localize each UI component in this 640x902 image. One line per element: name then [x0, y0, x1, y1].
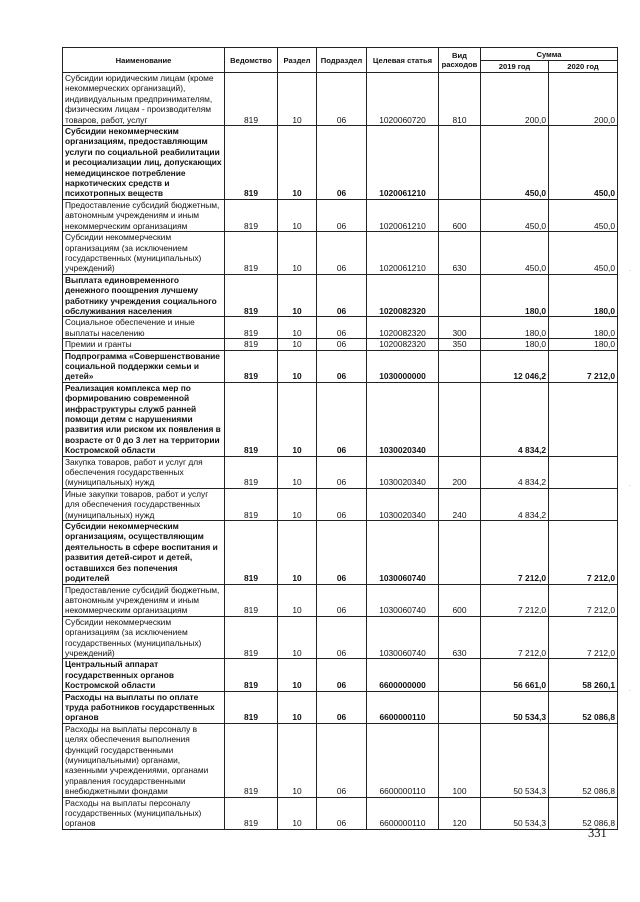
cell-2020: 450,0: [549, 126, 618, 200]
cell-dept: 819: [225, 350, 278, 382]
col-header-section: Раздел: [278, 48, 317, 73]
cell-target: 1020061210: [367, 126, 439, 200]
cell-dept: 819: [225, 616, 278, 659]
cell-subsection: 06: [317, 691, 367, 723]
cell-dept: 819: [225, 73, 278, 126]
cell-name: Выплата единовременного денежного поощрения лучшему работнику учреждения социального обслуживания населения: [63, 274, 225, 317]
cell-2019: 450,0: [481, 126, 549, 200]
cell-dept: 819: [225, 659, 278, 691]
cell-2020: 7 212,0: [549, 616, 618, 659]
table-row: [63, 616, 618, 659]
cell-section: 10: [278, 199, 317, 231]
cell-kind: [439, 126, 481, 200]
cell-section: 10: [278, 126, 317, 200]
cell-kind: 240: [439, 488, 481, 520]
cell-subsection: 06: [317, 616, 367, 659]
table-row: [63, 382, 618, 456]
cell-name: Предоставление субсидий бюджетным, автономным учреждениям и иным некоммерческим организациям: [63, 584, 225, 616]
table-row: [63, 797, 618, 829]
cell-kind: 600: [439, 199, 481, 231]
table-row: [63, 73, 618, 126]
cell-name: Социальное обеспечение и иные выплаты населению: [63, 317, 225, 339]
cell-subsection: 06: [317, 456, 367, 488]
col-header-subsection: Подраздел: [317, 48, 367, 73]
cell-2019: 7 212,0: [481, 584, 549, 616]
cell-target: 1020082320: [367, 274, 439, 317]
cell-subsection: 06: [317, 274, 367, 317]
cell-2020: 180,0: [549, 274, 618, 317]
cell-dept: 819: [225, 723, 278, 797]
table-row: [63, 350, 618, 382]
table-row: [63, 691, 618, 723]
cell-name: Премии и гранты: [63, 339, 225, 350]
cell-dept: 819: [225, 521, 278, 584]
table-row: [63, 199, 618, 231]
cell-target: 1020061210: [367, 232, 439, 275]
table-row: [63, 232, 618, 275]
table-body: [63, 73, 618, 830]
cell-subsection: 06: [317, 126, 367, 200]
margin-mark: ·: [629, 688, 631, 694]
cell-2020: 450,0: [549, 199, 618, 231]
cell-2019: 50 534,3: [481, 723, 549, 797]
cell-section: 10: [278, 659, 317, 691]
cell-kind: [439, 382, 481, 456]
cell-2019: 180,0: [481, 317, 549, 339]
cell-2019: 12 046,2: [481, 350, 549, 382]
cell-target: 6600000000: [367, 659, 439, 691]
cell-subsection: 06: [317, 521, 367, 584]
margin-mark: ·: [629, 268, 631, 274]
page-number: 331: [588, 826, 607, 840]
cell-dept: 819: [225, 232, 278, 275]
col-header-target: Целевая статья: [367, 48, 439, 73]
cell-dept: 819: [225, 456, 278, 488]
cell-2020: 7 212,0: [549, 521, 618, 584]
table-row: [63, 584, 618, 616]
cell-target: 6600000110: [367, 797, 439, 829]
table-row: [63, 339, 618, 350]
table-row: [63, 456, 618, 488]
cell-dept: 819: [225, 797, 278, 829]
cell-dept: 819: [225, 382, 278, 456]
cell-kind: 810: [439, 73, 481, 126]
cell-target: 1030020340: [367, 382, 439, 456]
cell-section: 10: [278, 73, 317, 126]
cell-name: Предоставление субсидий бюджетным, автономным учреждениям и иным некоммерческим организациям: [63, 199, 225, 231]
cell-target: 1020061210: [367, 199, 439, 231]
cell-subsection: 06: [317, 73, 367, 126]
cell-section: 10: [278, 723, 317, 797]
col-header-dept: Ведомство: [225, 48, 278, 73]
cell-target: 1020060720: [367, 73, 439, 126]
cell-section: 10: [278, 488, 317, 520]
cell-target: 1030060740: [367, 616, 439, 659]
table-row: [63, 659, 618, 691]
cell-subsection: 06: [317, 350, 367, 382]
cell-2020: 450,0: [549, 232, 618, 275]
cell-section: 10: [278, 584, 317, 616]
cell-kind: 630: [439, 232, 481, 275]
cell-dept: 819: [225, 691, 278, 723]
cell-2020: 7 212,0: [549, 350, 618, 382]
cell-kind: 120: [439, 797, 481, 829]
cell-subsection: 06: [317, 339, 367, 350]
budget-table: [62, 47, 618, 830]
cell-name: Субсидии некоммерческим организациям (за исключением государственных (муниципальных) учреждений): [63, 616, 225, 659]
cell-name: Расходы на выплаты персоналу государственных (муниципальных) органов: [63, 797, 225, 829]
cell-target: 1020082320: [367, 317, 439, 339]
cell-2019: 7 212,0: [481, 521, 549, 584]
cell-target: 6600000110: [367, 723, 439, 797]
cell-section: 10: [278, 317, 317, 339]
table-row: [63, 274, 618, 317]
cell-subsection: 06: [317, 797, 367, 829]
cell-2019: 180,0: [481, 339, 549, 350]
cell-section: 10: [278, 274, 317, 317]
cell-subsection: 06: [317, 659, 367, 691]
cell-2019: 56 661,0: [481, 659, 549, 691]
cell-name: Субсидии юридическим лицам (кроме некоммерческих организаций), индивидуальным предпринимателям, физическим лицам - производителям товаров, работ, услуг: [63, 73, 225, 126]
col-header-kind: Вид расходов: [439, 48, 481, 73]
cell-2019: 4 834,2: [481, 382, 549, 456]
cell-subsection: 06: [317, 723, 367, 797]
table-row: [63, 317, 618, 339]
cell-2020: [549, 382, 618, 456]
cell-2019: 450,0: [481, 232, 549, 275]
cell-2020: 52 086,8: [549, 723, 618, 797]
cell-dept: 819: [225, 317, 278, 339]
cell-2019: 7 212,0: [481, 616, 549, 659]
cell-kind: 600: [439, 584, 481, 616]
cell-subsection: 06: [317, 584, 367, 616]
cell-section: 10: [278, 616, 317, 659]
cell-target: 6600000110: [367, 691, 439, 723]
cell-kind: 630: [439, 616, 481, 659]
cell-2019: 50 534,3: [481, 691, 549, 723]
margin-mark: ·: [629, 483, 631, 489]
cell-kind: [439, 274, 481, 317]
cell-target: 1030020340: [367, 488, 439, 520]
cell-dept: 819: [225, 339, 278, 350]
cell-target: 1030060740: [367, 521, 439, 584]
cell-kind: 350: [439, 339, 481, 350]
cell-section: 10: [278, 456, 317, 488]
cell-2020: 58 260,1: [549, 659, 618, 691]
cell-name: Расходы на выплаты по оплате труда работников государственных органов: [63, 691, 225, 723]
cell-section: 10: [278, 691, 317, 723]
cell-2020: [549, 456, 618, 488]
cell-name: Иные закупки товаров, работ и услуг для обеспечения государственных (муниципальных) нужд: [63, 488, 225, 520]
cell-2019: 200,0: [481, 73, 549, 126]
table-row: [63, 488, 618, 520]
cell-name: Субсидии некоммерческим организациям, осуществляющим деятельность в сфере воспитания и развития детей-сирот и детей, оставшихся без попечения родителей: [63, 521, 225, 584]
table-header: [63, 48, 618, 73]
cell-2019: 50 534,3: [481, 797, 549, 829]
cell-target: 1030020340: [367, 456, 439, 488]
cell-2020: 180,0: [549, 339, 618, 350]
cell-target: 1020082320: [367, 339, 439, 350]
cell-dept: 819: [225, 488, 278, 520]
cell-section: 10: [278, 797, 317, 829]
cell-2019: 4 834,2: [481, 488, 549, 520]
col-header-2020: 2020 год: [549, 61, 618, 73]
cell-2019: 450,0: [481, 199, 549, 231]
cell-name: Расходы на выплаты персоналу в целях обеспечения выполнения функций государственными (муниципальными) органами, казенными учреждениями, органами управления государственными внебюджетными фондами: [63, 723, 225, 797]
cell-2020: 7 212,0: [549, 584, 618, 616]
cell-subsection: 06: [317, 232, 367, 275]
cell-name: Закупка товаров, работ и услуг для обеспечения государственных (муниципальных) нужд: [63, 456, 225, 488]
table-row: [63, 126, 618, 200]
col-header-2019: 2019 год: [481, 61, 549, 73]
cell-kind: 300: [439, 317, 481, 339]
cell-kind: 100: [439, 723, 481, 797]
cell-dept: 819: [225, 126, 278, 200]
cell-section: 10: [278, 339, 317, 350]
cell-target: 1030060740: [367, 584, 439, 616]
cell-dept: 819: [225, 199, 278, 231]
cell-section: 10: [278, 350, 317, 382]
cell-name: Субсидии некоммерческим организациям, предоставляющим услуги по социальной реабилитации и ресоциализации лиц, допускающих немедицинское потребление наркотических средств и психотропных веществ: [63, 126, 225, 200]
cell-kind: [439, 659, 481, 691]
cell-subsection: 06: [317, 488, 367, 520]
cell-2020: 180,0: [549, 317, 618, 339]
cell-section: 10: [278, 232, 317, 275]
cell-dept: 819: [225, 584, 278, 616]
col-header-sum: Сумма: [481, 48, 618, 61]
cell-subsection: 06: [317, 317, 367, 339]
cell-kind: [439, 691, 481, 723]
cell-subsection: 06: [317, 382, 367, 456]
cell-target: 1030000000: [367, 350, 439, 382]
cell-name: Реализация комплекса мер по формированию современной инфраструктуры служб ранней помощи детям с нарушениями развития или риском их появления в возрасте от 0 до 3 лет на территории Костромской области: [63, 382, 225, 456]
cell-2019: 4 834,2: [481, 456, 549, 488]
cell-kind: [439, 521, 481, 584]
cell-kind: 200: [439, 456, 481, 488]
table-row: [63, 723, 618, 797]
cell-2020: [549, 488, 618, 520]
cell-2020: 200,0: [549, 73, 618, 126]
cell-dept: 819: [225, 274, 278, 317]
col-header-name: Наименование: [63, 48, 225, 73]
cell-2019: 180,0: [481, 274, 549, 317]
cell-name: Подпрограмма «Совершенствование социальной поддержки семьи и детей»: [63, 350, 225, 382]
cell-subsection: 06: [317, 199, 367, 231]
cell-name: Субсидии некоммерческим организациям (за исключением государственных (муниципальных) учреждений): [63, 232, 225, 275]
cell-kind: [439, 350, 481, 382]
cell-name: Центральный аппарат государственных органов Костромской области: [63, 659, 225, 691]
table-row: [63, 521, 618, 584]
cell-section: 10: [278, 382, 317, 456]
cell-2020: 52 086,8: [549, 691, 618, 723]
cell-section: 10: [278, 521, 317, 584]
cell-2020: 52 086,8: [549, 797, 618, 829]
